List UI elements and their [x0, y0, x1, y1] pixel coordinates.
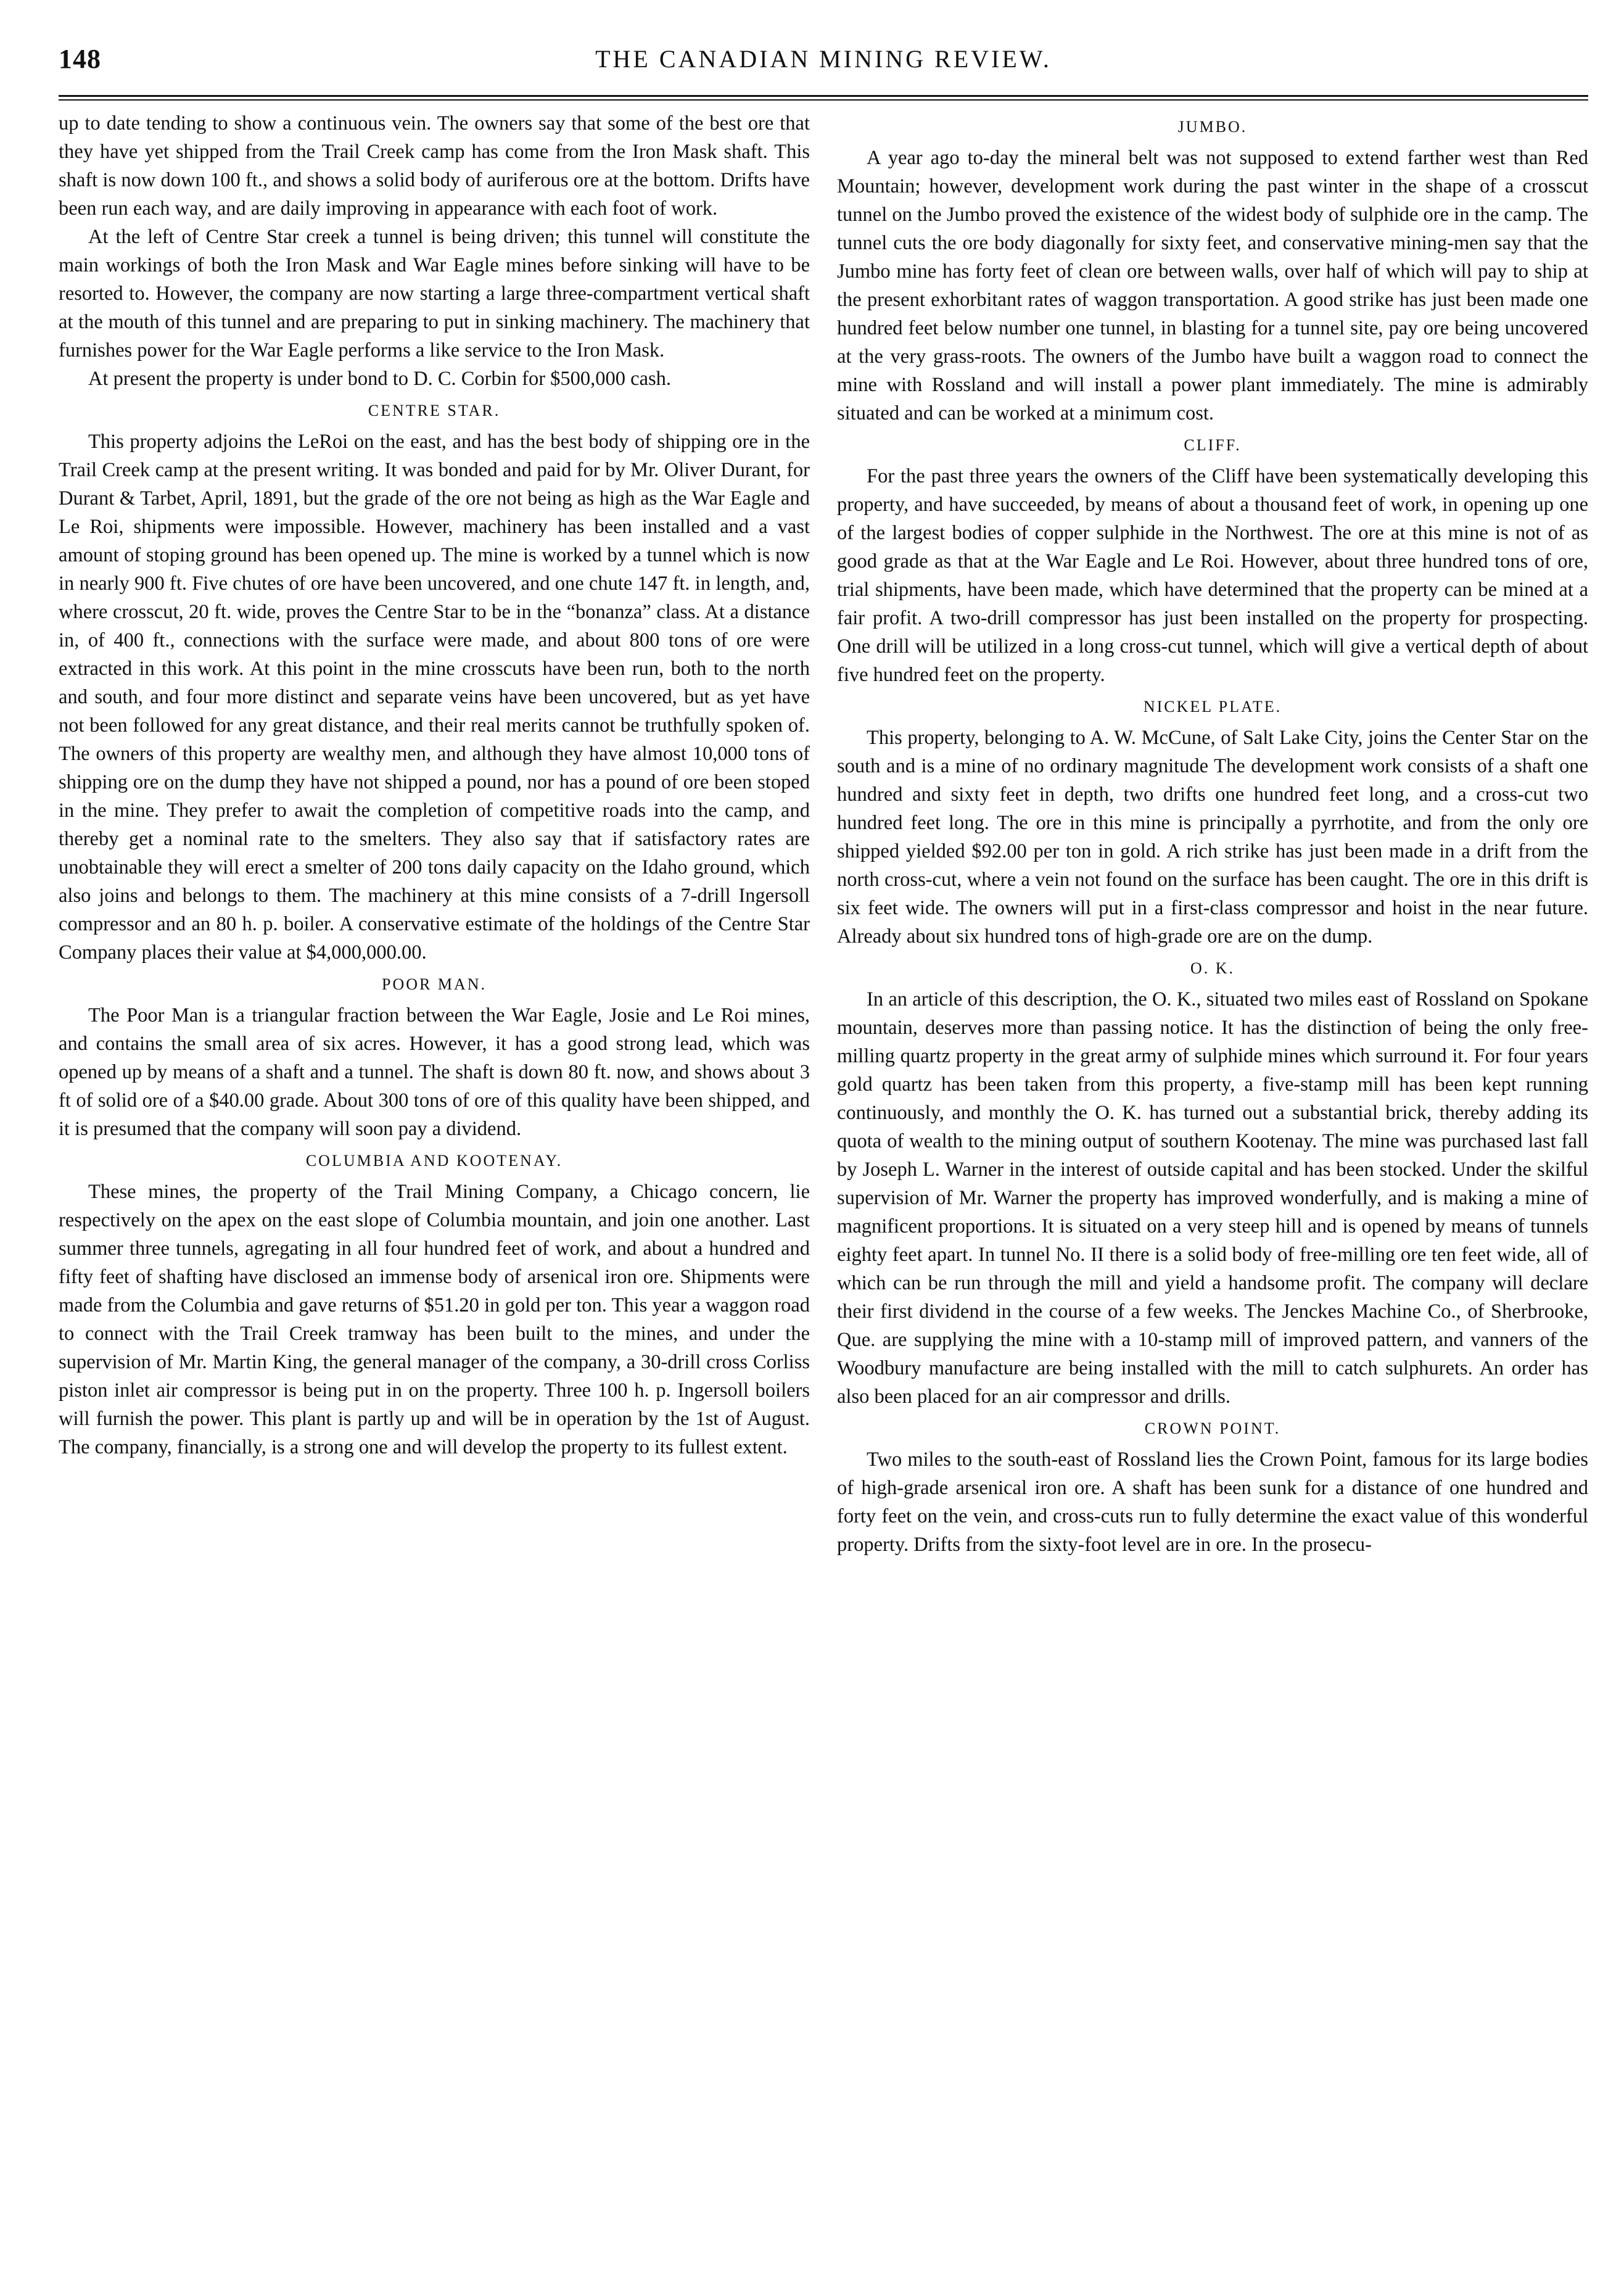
section-heading-centre-star: CENTRE STAR. — [368, 402, 501, 419]
right-column — [837, 109, 1588, 1559]
section-heading-columbia-and-kootenay: COLUMBIA AND KOOTENAY. — [305, 1152, 563, 1170]
paragraph: up to date tending to show a continuous vein. The owners say that some of the best ore that they have yet shipped from the Trail Creek camp has come from the Iron Mask shaft. This shaft is now down 100 ft., and shows a solid body of auriferous ore at the bottom. Drifts have been run each way, and are daily improving in appearance with each foot of work. — [59, 112, 810, 220]
paragraph: At the left of Centre Star creek a tunnel is being driven; this tunnel will constitute the main workings of both the Iron Mask and War Eagle mines before sinking will have to be resorted to. However, the company are now starting a large three-compartment vertical shaft at the mouth of this tunnel and are preparing to put in sinking machinery. The machinery that furnishes power for the War Eagle performs a like service to the Iron Mask. — [59, 226, 810, 361]
section-heading-jumbo: JUMBO. — [1177, 118, 1248, 136]
section-heading-crown-point: CROWN POINT. — [1144, 1419, 1281, 1437]
section-heading-poor-man: POOR MAN. — [381, 975, 487, 993]
paragraph: These mines, the property of the Trail Mining Company, a Chicago concern, lie respectively on the apex on the east slope of Columbia mountain, and join one another. Last summer three tunnels, agregating in all four hundred feet of work, and about a hundred and fifty feet of shafting have disclosed an immense body of arsenical iron ore. Shipments were made from the Columbia and gave returns of $51.20 in gold per ton. This year a waggon road to connect with the Trail Creek tramway has been built to the mines, and under the supervision of Mr. Martin King, the general manager of the company, a 30-drill cross Corliss piston inlet air compressor is being put in on the property. Three 100 h. p. Ingersoll boilers will furnish the power. This plant is partly up and will be in operation by the 1st of August. The company, financially, is a strong one and will develop the property to its fullest extent. — [59, 1181, 810, 1458]
header-rule — [59, 95, 1588, 101]
paragraph: The Poor Man is a triangular fraction between the War Eagle, Josie and Le Roi mines, and contains the small area of six acres. However, it has a good strong lead, which was opened up by means of a shaft and a tunnel. The shaft is down 80 ft. now, and shows about 3 ft of solid ore of a $40.00 grade. About 300 tons of ore of this quality have been shipped, and it is presumed that the company will soon pay a dividend. — [59, 1004, 810, 1140]
section-heading-o-k: O. K. — [1190, 959, 1235, 977]
article-columns — [59, 109, 1588, 1559]
paragraph: In an article of this description, the O. K., situated two miles east of Rossland on Spokane mountain, deserves more than passing notice. It has the distinction of being the only free-milling quartz property in the great army of sulphide mines which surround it. For four years gold quartz has been taken from this property, a five-stamp mill has been kept running continuously, and monthly the O. K. has turned out a substantial brick, thereby adding its quota of wealth to the mining output of southern Kootenay. The mine was purchased last fall by Joseph L. Warner in the interest of outside capital and has been stocked. Under the skilful supervision of Mr. Warner the property has improved wonderfully, and is making a mine of magnificent proportions. It is situated on a very steep hill and is opened by means of tunnels eighty feet apart. In tunnel No. II there is a solid body of free-milling ore ten feet wide, all of which can be run through the mill and yield a handsome profit. The company will declare their first dividend in the course of a few weeks. The Jenckes Machine Co., of Sherbrooke, Que. are supplying the mine with a 10-stamp mill of improved pattern, and vanners of the Woodbury manufacture are being installed with the mill to catch sulphurets. An order has also been placed for an air compressor and drills. — [837, 988, 1588, 1408]
paragraph: Two miles to the south-east of Rossland lies the Crown Point, famous for its large bodies of high-grade arsenical iron ore. A shaft has been sunk for a distance of one hundred and forty feet on the vein, and cross-cuts run to fully determine the exact value of this wonderful property. Drifts from the sixty-foot level are in ore. In the prosecu- — [837, 1448, 1588, 1556]
page-number: 148 — [59, 44, 101, 74]
paragraph: This property, belonging to A. W. McCune, of Salt Lake City, joins the Center Star on the south and is a mine of no ordinary magnitude The development work consists of a shaft one hundred and sixty feet in depth, two drifts one hundred feet long, and a cross-cut two hundred feet long. The ore in this mine is principally a pyrrhotite, and from the only ore shipped yielded $92.00 per ton in gold. A rich strike has just been made in a drift from the north cross-cut, where a vein not found on the surface has been caught. The ore in this drift is six feet wide. The owners will put in a first-class compressor and hoist in the near future. Already about six hundred tons of high-grade ore are on the dump. — [837, 727, 1588, 948]
paragraph: For the past three years the owners of the Cliff have been systematically developing this property, and have succeeded, by means of about a thousand feet of work, in opening up one of the largest bodies of copper sulphide in the Northwest. The ore at this mine is not of as good grade as that at the War Eagle and Le Roi. However, about three hundred tons of ore, trial shipments, have been made, which have determined that the property can be mined at a fair profit. A two-drill compressor has just been installed on the property for prospecting. One drill will be utilized in a long cross-cut tunnel, which will give a vertical depth of about five hundred feet on the property. — [837, 465, 1588, 686]
section-heading-nickel-plate: NICKEL PLATE. — [1143, 698, 1282, 716]
paragraph: A year ago to-day the mineral belt was not supposed to extend farther west than Red Mountain; however, development work during the past winter in the shape of a crosscut tunnel on the Jumbo proved the existence of the widest body of sulphide ore in the camp. The tunnel cuts the ore body diagonally for sixty feet, and conservative mining-men say that the Jumbo mine has forty feet of clean ore between walls, over half of which will pay to ship at the present exhorbitant rates of waggon transportation. A good strike has just been made one hundred feet below number one tunnel, in blasting for a tunnel site, pay ore being uncovered at the very grass-roots. The owners of the Jumbo have built a waggon road to connect the mine with Rossland and will install a power plant immediately. The mine is admirably situated and can be worked at a minimum cost. — [837, 147, 1588, 424]
running-title: THE CANADIAN MINING REVIEW. — [595, 45, 1052, 73]
page-header — [59, 43, 1588, 93]
magazine-page — [59, 43, 1588, 2252]
left-column — [59, 109, 810, 1559]
section-heading-cliff: CLIFF. — [1184, 436, 1242, 454]
paragraph: This property adjoins the LeRoi on the east, and has the best body of shipping ore in the Trail Creek camp at the present writing. It was bonded and paid for by Mr. Oliver Durant, for Durant & Tarbet, April, 1891, but the grade of the ore not being as high as the War Eagle and Le Roi, shipments were impossible. However, machinery has been installed and a vast amount of stoping ground has been opened up. The mine is worked by a tunnel which is now in nearly 900 ft. Five chutes of ore have been uncovered, and one chute 147 ft. in length, and, where crosscut, 20 ft. wide, proves the Centre Star to be in the “bonanza” class. At a distance in, of 400 ft., connections with the surface were made, and about 800 tons of ore were extracted in this work. At this point in the mine crosscuts have been run, both to the north and south, and four more distinct and separate veins have been uncovered, but as yet have not been followed for any great distance, and their real merits cannot be truthfully spoken of. The owners of this property are wealthy men, and although they have almost 10,000 tons of shipping ore on the dump they have not shipped a pound, nor has a pound of ore been stoped in the mine. They prefer to await the completion of competitive roads into the camp, and thereby get a nominal rate to the smelters. They also say that if satisfactory rates are unobtainable they will erect a smelter of 200 tons daily capacity on the Idaho ground, which also joins and belongs to them. The machinery at this mine consists of a 7-drill Ingersoll compressor and an 80 h. p. boiler. A conservative estimate of the holdings of the Centre Star Company places their value at $4,000,000.00. — [59, 431, 810, 964]
paragraph: At present the property is under bond to D. C. Corbin for $500,000 cash. — [88, 368, 672, 390]
